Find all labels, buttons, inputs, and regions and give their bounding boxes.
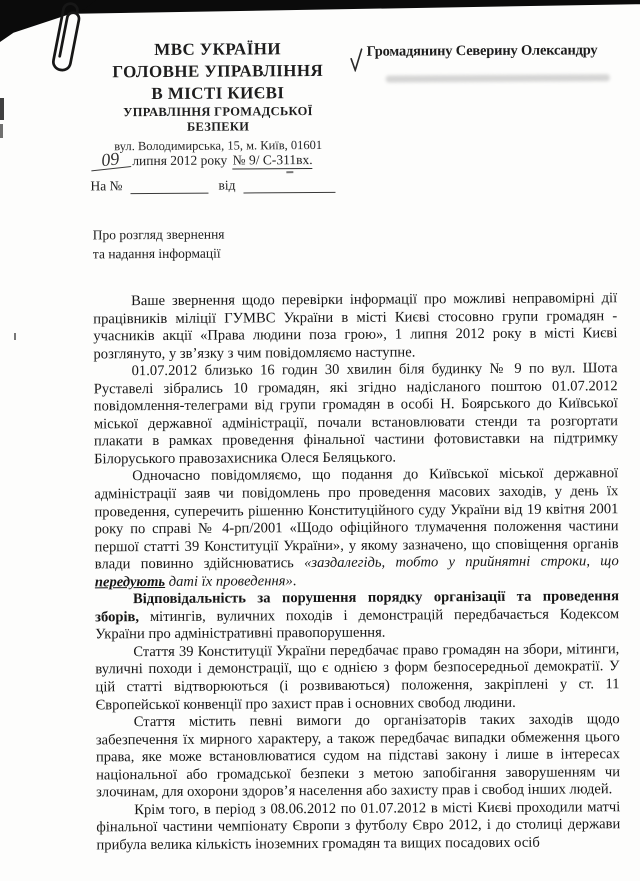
addressee-block [350,42,622,77]
incoming-date-blank [243,179,335,194]
redacted-address-line [386,74,610,82]
paragraph [95,641,619,714]
paragraph [95,588,619,644]
org-name-line2: ГОЛОВНЕ УПРАВЛІННЯ [112,60,324,82]
text-segment: Ваше звернення щодо перевірки інформації про можливі неправомірні дії працівників міліції ГУМВС України в місті Києві стосовно групи громадян - учасників акції «Права людини поза грою», 1 липня 2012 року в місті Києві розглянуто, у зв’язку з чим повідомляємо наступне. [93,290,618,363]
paragraph [96,799,620,855]
paragraph [94,360,619,468]
text-segment: даті їх проведення» [165,572,293,590]
text-segment: Стаття містить певні вимоги до організаторів таких заходів щодо забезпечення їх мирного характеру, а також передбачає випадки обмеження цього права, яке може встановлюватися судом на підставі закону і лише в інтересах національної або громадської безпеки з метою запобігання заворушенням чи злочинам, для охорони здоров’я населення або захисту прав і свобод інших людей. [95,711,621,801]
text-segment: передують [94,573,166,591]
text-segment: Відповідальність за порушення порядку організації та проведення зборів, [95,588,620,626]
stray-pen-dash [286,171,293,173]
scan-speck [14,333,16,340]
paragraph [96,711,621,802]
subject-line1: Про розгляд звернення [92,226,225,243]
text-segment: «заздалегідь, тобто у прийнятні строки, що [304,553,619,572]
org-name-line3: В МІСТІ КИЄВІ [151,83,285,104]
org-address: вул. Володимирська, 15, м. Київ, 01601 [114,137,323,154]
paragraph [94,466,619,592]
incoming-ref-line [90,177,335,194]
subject-block [93,225,225,264]
text-segment: Стаття 39 Конституції України передбачає право громадян на збори, мітинги, вуличні походи і демонстрації, що є однією з форм безпосередньої демократії. У цій статті відтворюються (і розвиваються) положення, закріплені у ст. 11 Європейської конвенції про захист прав і основних свобод людини. [95,641,620,713]
paragraph [93,290,617,363]
handwritten-day: 09 [89,148,131,171]
text-segment: мітингів, вуличних походів і демонстрацій передбачається Кодексом України про адміністративні правопорушення. [95,606,620,643]
letterhead [90,38,347,155]
outgoing-date-text: липня 2012 року [132,152,228,169]
subject-line2: та надання інформації [92,245,221,262]
body-paragraphs [93,290,620,855]
text-segment: Одночасно повідомляємо, що подання до Київської міської державної адміністрації заяв чи повідомлень про проведення масових заходів, у день їх проведення, суперечить рішенню Конституційного суду України від 19 квітня 2001 року по справі № 4-рп/2001 «Щодо офіційного тлумачення положення частини першої статті 39 Конституції України», у якому зазначено, що сповіщення органів влади повинно здійснюватись [94,465,619,573]
scan-edge-mark [0,98,4,120]
text-segment: 01.07.2012 близько 16 годин 30 хвилин біля будинку № 9 по вул. Шота Руставелі зібрались 10 громадян, які згідно надісланого поштою 01.07.2012 повідомлення-телеграми від групи громадян в особі Н. Боярського до Київської міської державної адміністрації, почали встановлювати стенди та розгортати плакати в рамках проведення фінальної частини фотовиставки на підтримку Білоруського правозахисника Олеся Беляцького. [93,360,619,468]
org-name-line1: МВС УКРАЇНИ [154,39,281,60]
text-segment: . [292,572,297,589]
incoming-ref-label: На № [90,178,123,194]
handwritten-checkmark-icon [350,48,363,77]
text-segment: Крім того, в період з 08.06.2012 по 01.07.2012 в місті Києві проходили матчі фінальної частини чемпіонату Європи з футболу Євро 2012, і до столиці держави прибула велика кількість іноземних громадян та вищих посадових осіб [96,799,621,854]
outgoing-date-line [90,149,370,170]
incoming-ref-blank [130,180,208,194]
outgoing-ref-number: № 9/ С-311вх. [232,152,313,168]
addressee-name: Громадянину Северину Олександру [366,42,598,60]
incoming-date-label: від [218,177,236,193]
department-line1: УПРАВЛІННЯ ГРОМАДСЬКОЇ [123,104,313,120]
department-line2: БЕЗПЕКИ [186,119,250,134]
scan-edge-mark [0,124,3,138]
